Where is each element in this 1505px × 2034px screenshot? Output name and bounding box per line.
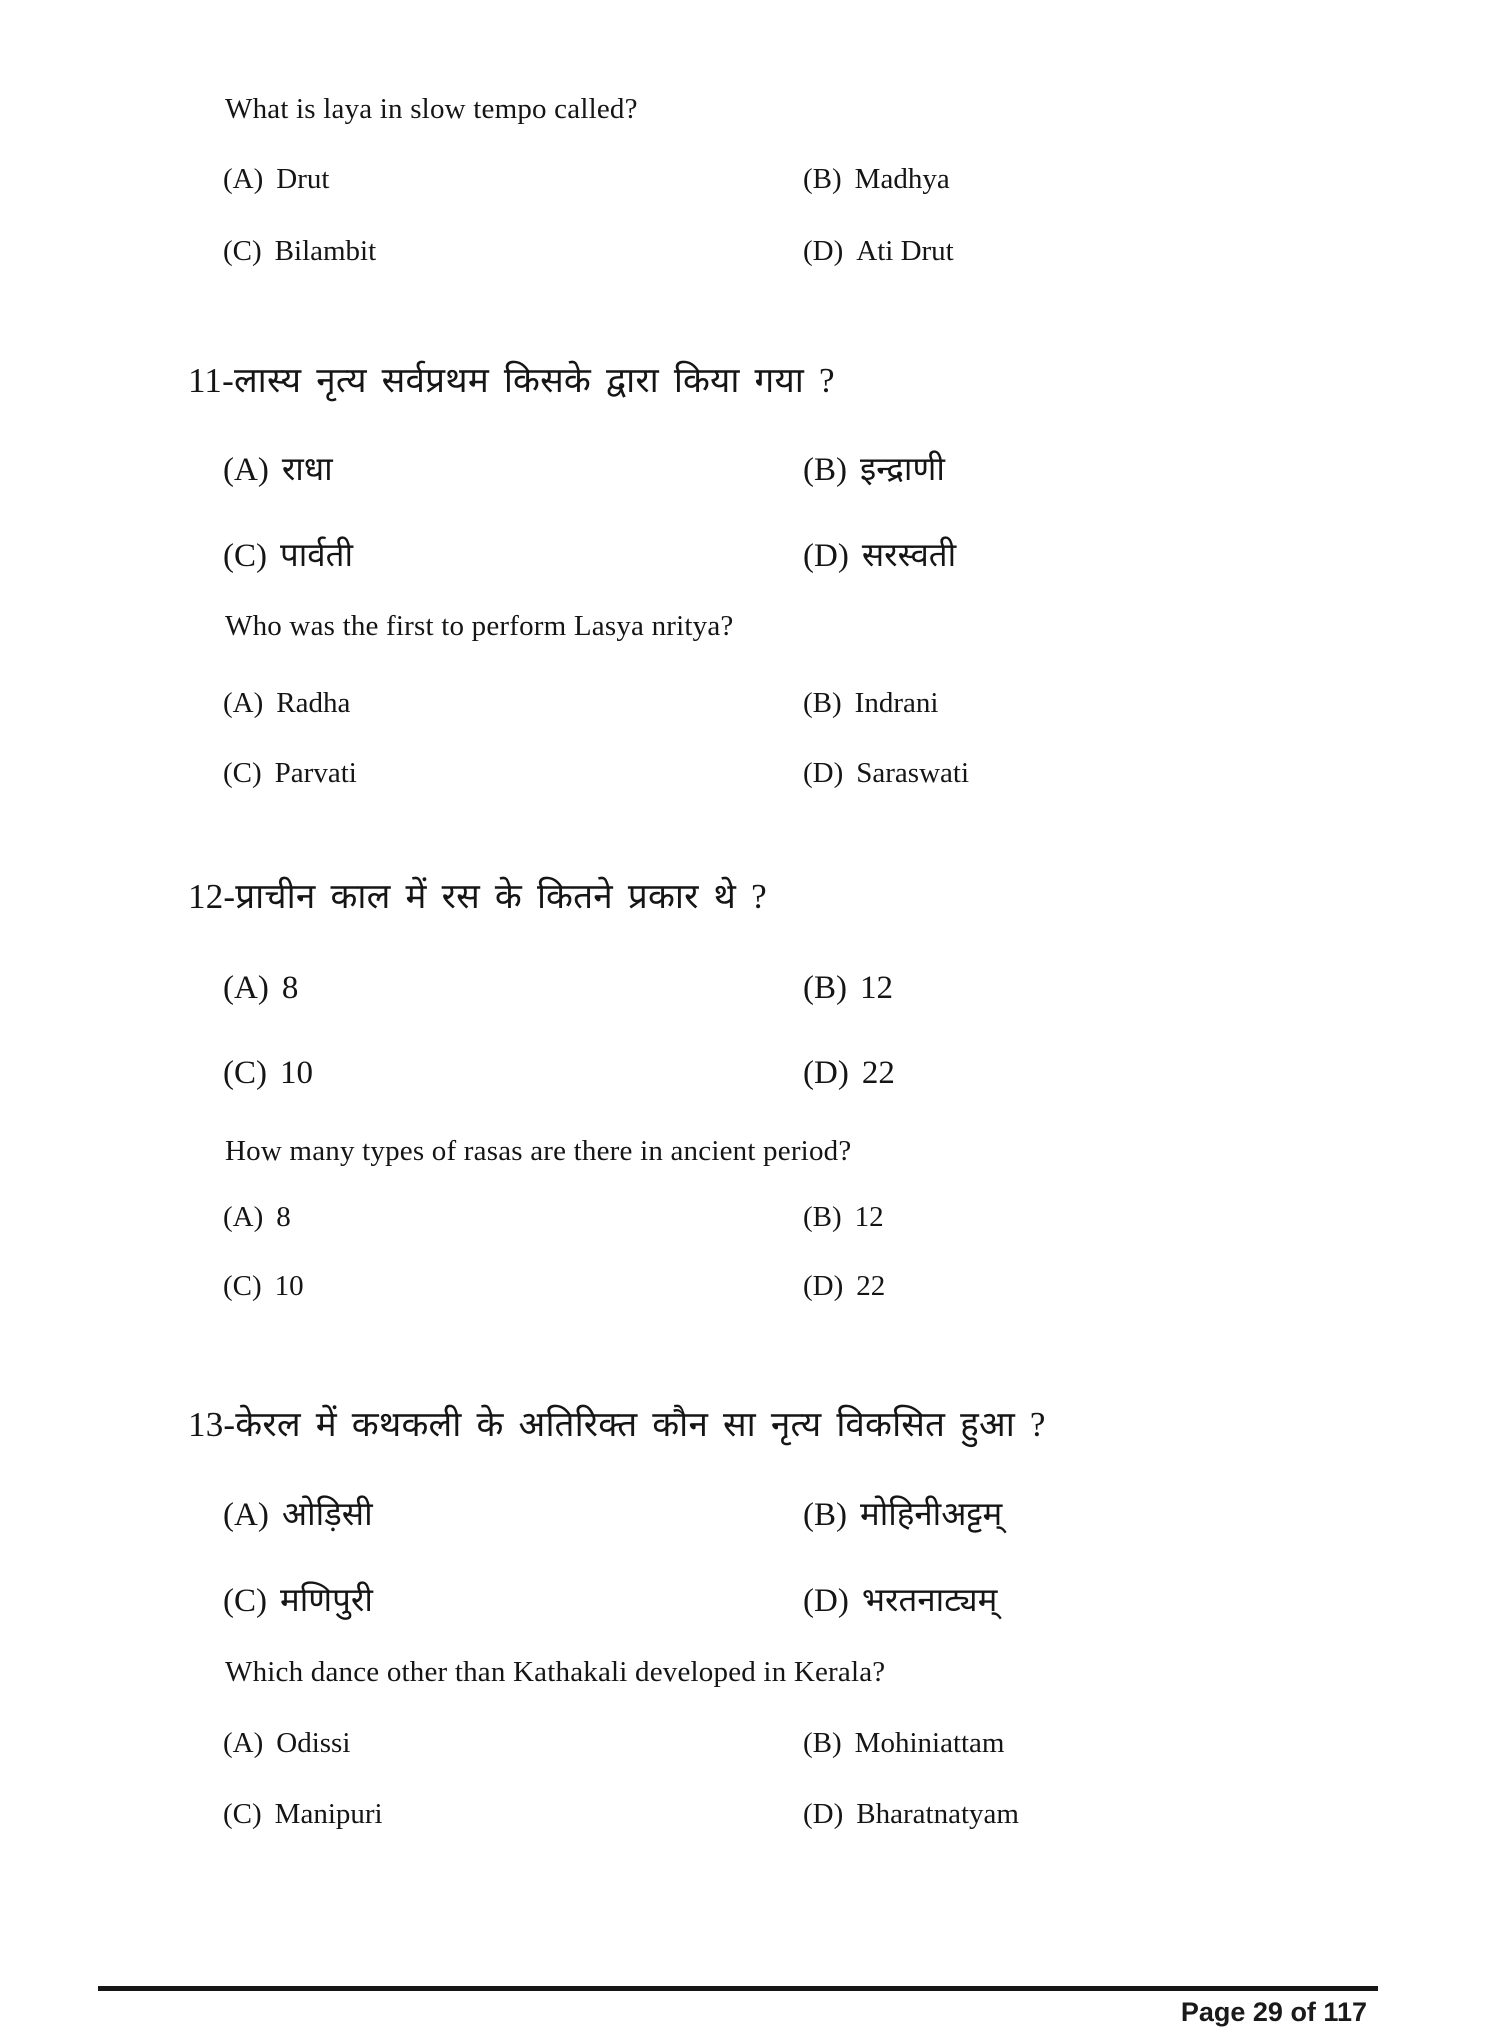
option-text: 10 (280, 1055, 313, 1091)
option-label: (C) (223, 235, 262, 267)
option-row (0, 531, 1505, 575)
option-a (223, 970, 298, 1007)
option-label: (B) (803, 1201, 842, 1233)
option-d (803, 235, 954, 268)
option-text: पार्वती (280, 538, 353, 574)
option-label: (C) (223, 538, 267, 574)
option-a (223, 445, 333, 490)
option-a (223, 163, 329, 196)
option-c (223, 531, 353, 576)
option-row (0, 445, 1505, 489)
option-label: (C) (223, 1583, 267, 1619)
option-row (0, 1798, 1505, 1842)
option-text: मणिपुरी (280, 1583, 373, 1619)
option-b (803, 687, 938, 720)
option-text: Indrani (854, 687, 939, 719)
option-a (223, 1727, 350, 1760)
page-number: Page 29 of 117 (1180, 1997, 1367, 2027)
option-text: 8 (276, 1201, 291, 1233)
option-label: (A) (223, 1201, 264, 1233)
option-row (0, 1055, 1505, 1099)
option-text: 12 (860, 970, 893, 1006)
option-text: Manipuri (274, 1798, 383, 1830)
question-text-english: Who was the first to perform Lasya nritya? (225, 610, 734, 642)
option-label: (A) (223, 163, 264, 195)
option-label: (A) (223, 687, 264, 719)
option-row (0, 687, 1505, 731)
footer-divider (98, 1986, 1378, 1991)
option-row (0, 757, 1505, 801)
question-text-english: How many types of rasas are there in ancient period? (225, 1135, 852, 1167)
option-b (803, 970, 893, 1007)
option-label: (B) (803, 1497, 847, 1533)
option-c (223, 757, 357, 790)
option-text: Ati Drut (856, 235, 954, 267)
option-text: Mohiniattam (854, 1727, 1005, 1759)
option-b (803, 163, 950, 196)
option-label: (A) (223, 452, 269, 488)
option-c (223, 1270, 304, 1303)
question-text-english: What is laya in slow tempo called? (225, 93, 638, 125)
option-d (803, 1055, 895, 1092)
option-label: (D) (803, 1798, 844, 1830)
option-text: Bilambit (274, 235, 377, 267)
option-a (223, 1201, 291, 1234)
question-text-hindi: 12-प्राचीन काल में रस के कितने प्रकार थे ? (188, 877, 767, 916)
option-text: भरतनाट्यम् (861, 1583, 998, 1619)
option-c (223, 1576, 373, 1621)
option-label: (D) (803, 538, 849, 574)
option-text: 8 (281, 970, 299, 1006)
option-text: सरस्वती (861, 538, 957, 574)
option-text: Saraswati (856, 757, 970, 789)
option-d (803, 1798, 1019, 1831)
option-text: ओड़िसी (281, 1497, 373, 1533)
option-text: Parvati (274, 757, 357, 789)
option-text: Radha (276, 687, 351, 719)
option-label: (B) (803, 1727, 842, 1759)
option-d (803, 531, 956, 576)
option-label: (A) (223, 1497, 269, 1533)
option-a (223, 1490, 373, 1535)
option-label: (B) (803, 163, 842, 195)
option-b (803, 445, 945, 490)
option-label: (B) (803, 687, 842, 719)
option-text: 22 (861, 1055, 895, 1091)
option-text: 12 (854, 1201, 884, 1233)
option-row (0, 1490, 1505, 1534)
option-label: (C) (223, 1055, 267, 1091)
option-b (803, 1201, 884, 1234)
option-label: (B) (803, 970, 847, 1006)
option-c (223, 1055, 313, 1092)
option-label: (D) (803, 757, 844, 789)
option-row (0, 1576, 1505, 1620)
option-label: (C) (223, 1270, 262, 1302)
option-b (803, 1727, 1005, 1760)
option-label: (D) (803, 1583, 849, 1619)
option-b (803, 1490, 1002, 1535)
option-row (0, 1201, 1505, 1245)
option-label: (D) (803, 1055, 849, 1091)
question-text-hindi: 11-लास्य नृत्य सर्वप्रथम किसके द्वारा किया गया ? (188, 361, 835, 400)
option-label: (D) (803, 1270, 844, 1302)
option-c (223, 1798, 383, 1831)
option-text: इन्द्राणी (860, 452, 945, 488)
option-row (0, 1727, 1505, 1771)
option-text: Madhya (854, 163, 950, 195)
option-text: 10 (274, 1270, 304, 1302)
option-text: 22 (856, 1270, 886, 1302)
option-a (223, 687, 350, 720)
option-text: Drut (276, 163, 330, 195)
option-text: मोहिनीअट्टम् (860, 1497, 1003, 1533)
option-row (0, 235, 1505, 279)
option-text: Bharatnatyam (856, 1798, 1019, 1830)
option-label: (C) (223, 1798, 262, 1830)
option-text: राधा (281, 452, 333, 488)
option-d (803, 757, 969, 790)
option-c (223, 235, 376, 268)
option-row (0, 163, 1505, 207)
option-d (803, 1270, 885, 1303)
question-text-english: Which dance other than Kathakali developed in Kerala? (225, 1656, 886, 1688)
option-label: (D) (803, 235, 844, 267)
option-label: (A) (223, 1727, 264, 1759)
option-label: (A) (223, 970, 269, 1006)
option-label: (C) (223, 757, 262, 789)
option-row (0, 1270, 1505, 1314)
option-d (803, 1576, 997, 1621)
option-row (0, 970, 1505, 1014)
option-label: (B) (803, 452, 847, 488)
question-text-hindi: 13-केरल में कथकली के अतिरिक्त कौन सा नृत्य विकसित हुआ ? (188, 1405, 1046, 1444)
option-text: Odissi (276, 1727, 351, 1759)
